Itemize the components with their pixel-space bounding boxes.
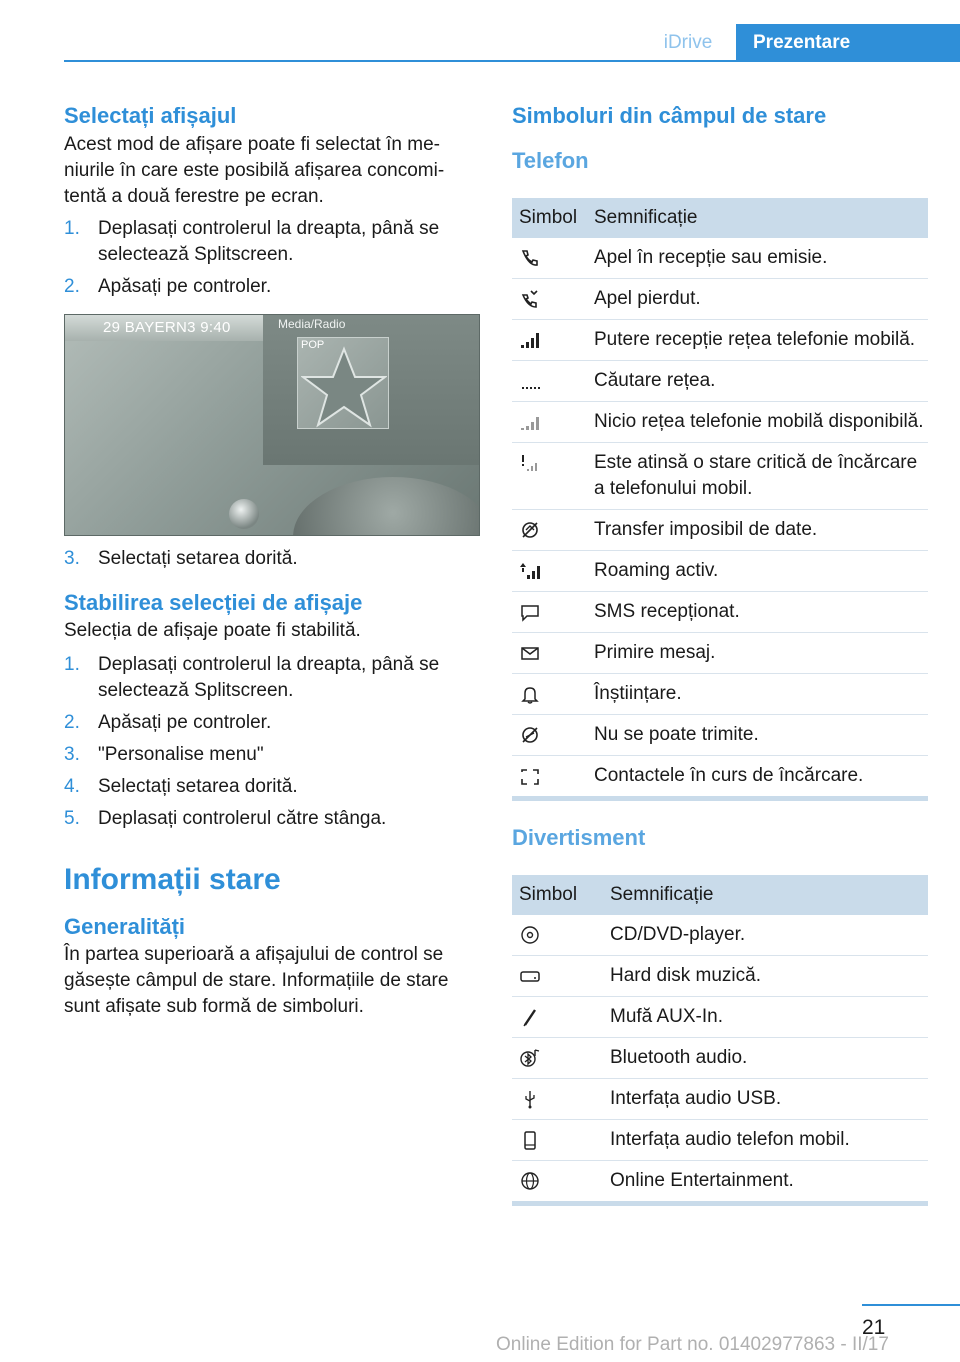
table-row [512, 714, 928, 755]
symbol-cell [512, 286, 594, 312]
table-row [512, 915, 928, 955]
controller-button [229, 499, 259, 529]
cd-icon [519, 925, 541, 945]
meaning-cell: Nicio rețea telefonie mobilă disponibilă. [594, 411, 924, 432]
symbol-cell [512, 1004, 610, 1030]
step-item: 1. Deplasați controlerul la dreapta, până se selectează Splitscreen. [64, 218, 440, 265]
battery-critical-icon [519, 453, 541, 473]
header-rule [64, 60, 960, 62]
meaning-cell: CD/DVD-player. [610, 924, 746, 945]
usb-icon [519, 1089, 541, 1109]
symbol-cell [512, 922, 610, 948]
data-unavailable-icon [519, 520, 541, 540]
symbol-cell [512, 763, 594, 789]
footer-edition: Online Edition for Part no. 01402977863 - II/17 [496, 1334, 889, 1355]
symbol-cell [512, 963, 610, 989]
table-row [512, 550, 928, 591]
symbol-cell [512, 722, 594, 748]
section-title-status-symbols: Simboluri din câmpul de stare [512, 103, 827, 128]
column-header-meaning: Semnificație [594, 207, 698, 228]
left-column [64, 100, 480, 1020]
missed-call-icon [519, 289, 541, 309]
symbol-cell [512, 368, 594, 394]
table-row [512, 1160, 928, 1201]
table-row [512, 278, 928, 319]
meaning-cell: Apel în recepție sau emisie. [594, 247, 828, 268]
star-icon [301, 343, 387, 429]
sms-icon [519, 602, 541, 622]
step-item: 2. Apăsați pe controler. [64, 712, 272, 733]
page-number: 21 [862, 1316, 886, 1339]
table-row [512, 1119, 928, 1160]
meaning-cell: Online Entertainment. [610, 1170, 794, 1191]
table-header [512, 198, 928, 238]
meaning-cell: Roaming activ. [594, 560, 719, 581]
section-title-status-info: Informații stare [64, 863, 281, 896]
step-item: 5. Deplasați controlerul către stânga. [64, 808, 387, 829]
table-row [512, 1078, 928, 1119]
screen-pop-label: POP [301, 339, 325, 351]
phone-handset-icon [519, 248, 541, 268]
footer-rule [862, 1304, 960, 1306]
table-row [512, 632, 928, 673]
meaning-cell: Nu se poate trimite. [594, 724, 759, 745]
symbol-cell [512, 681, 594, 707]
symbol-cell [512, 640, 594, 666]
section-title-select-display: Selectați afișajul [64, 103, 237, 128]
step-item: 3. Selectați setarea dorită. [64, 548, 298, 569]
table-row [512, 509, 928, 550]
header-tab-prezentare: Prezentare [736, 24, 960, 62]
symbol-cell [512, 558, 594, 584]
table-row [512, 955, 928, 996]
globe-icon [519, 1171, 541, 1191]
section-paragraph: Acest mod de afișare poate fi selectat în meniurile în care este posibilă afișarea concomitentă a două ferestre pe ecran. [64, 134, 445, 207]
bluetooth-audio-icon [519, 1048, 541, 1068]
meaning-cell: Căutare rețea. [594, 370, 716, 391]
section-title-general: Generalități [64, 914, 186, 939]
step-item: 2. Apăsați pe controler. [64, 276, 272, 297]
table-row [512, 238, 928, 278]
hard-disk-icon [519, 966, 541, 986]
section-paragraph: Selecția de afișaje poate fi stabilită. [64, 620, 361, 641]
envelope-icon [519, 643, 541, 663]
steps-list-1b [64, 546, 480, 572]
subsection-title-entertainment: Divertisment [512, 825, 646, 850]
symbol-cell [512, 599, 594, 625]
table-row [512, 591, 928, 632]
meaning-cell: Primire mesaj. [594, 642, 716, 663]
step-item: 4. Selectați setarea dorită. [64, 776, 298, 797]
screen-status-text: 29 BAYERN3 9:40 [103, 319, 231, 336]
table-row [512, 442, 928, 509]
send-failed-icon [519, 725, 541, 745]
bell-icon [519, 684, 541, 704]
table-row [512, 401, 928, 442]
no-network-icon [519, 412, 541, 432]
meaning-cell: Mufă AUX-In. [610, 1006, 723, 1027]
steps-list-2 [64, 652, 480, 832]
signal-strength-icon [519, 330, 541, 350]
section-title-display-selection: Stabilirea selecției de afișaje [64, 590, 363, 615]
table-row [512, 996, 928, 1037]
aux-in-icon [519, 1007, 541, 1027]
steps-list-1 [64, 216, 480, 300]
table-row [512, 755, 928, 796]
split-screen-photo [64, 314, 480, 536]
entertainment-symbols-table [512, 875, 928, 1206]
symbol-cell [512, 409, 594, 435]
meaning-cell: Apel pierdut. [594, 288, 701, 309]
meaning-cell: Este atinsă o stare critică de încărcare a telefonului mobil. [594, 452, 918, 499]
network-search-icon [519, 371, 541, 391]
column-header-symbol: Simbol [519, 207, 578, 228]
meaning-cell: Interfața audio telefon mobil. [610, 1129, 850, 1150]
meaning-cell: Hard disk muzică. [610, 965, 761, 986]
symbol-cell [512, 1168, 610, 1194]
symbol-cell [512, 1127, 610, 1153]
symbol-cell [512, 517, 594, 543]
table-row [512, 360, 928, 401]
column-header-symbol: Simbol [519, 884, 578, 905]
symbol-cell [512, 1045, 610, 1071]
controller-knob [293, 477, 480, 536]
table-row [512, 1037, 928, 1078]
phone-symbols-table [512, 198, 928, 801]
symbol-cell [512, 245, 594, 271]
meaning-cell: Înștiințare. [594, 683, 682, 704]
screen-panel-title: Media/Radio [278, 317, 346, 331]
table-header [512, 875, 928, 915]
meaning-cell: SMS recepționat. [594, 601, 740, 622]
contacts-loading-icon [519, 766, 541, 786]
table-row [512, 319, 928, 360]
column-header-meaning: Semnificație [610, 884, 714, 905]
meaning-cell: Interfața audio USB. [610, 1088, 782, 1109]
roaming-icon [519, 561, 541, 581]
table-row [512, 673, 928, 714]
section-paragraph: În partea superioară a afișajului de control se găsește câmpul de stare. Informațiile de stare sunt afișate sub formă de simboluri. [64, 944, 449, 1017]
step-item: 1. Deplasați controlerul la dreapta, până se selectează Splitscreen. [64, 654, 440, 701]
symbol-cell [512, 1086, 610, 1112]
symbol-cell [512, 450, 594, 502]
header-tab-idrive: iDrive [663, 32, 713, 53]
step-item: 3. "Personalise menu" [64, 744, 264, 765]
subsection-title-phone: Telefon [512, 148, 589, 173]
meaning-cell: Transfer imposibil de date. [594, 519, 818, 540]
meaning-cell: Contactele în curs de încărcare. [594, 765, 864, 786]
mobile-phone-icon [519, 1130, 541, 1150]
meaning-cell: Bluetooth audio. [610, 1047, 748, 1068]
meaning-cell: Putere recepție rețea telefonie mobilă. [594, 329, 916, 350]
right-column [512, 100, 928, 1206]
symbol-cell [512, 327, 594, 353]
